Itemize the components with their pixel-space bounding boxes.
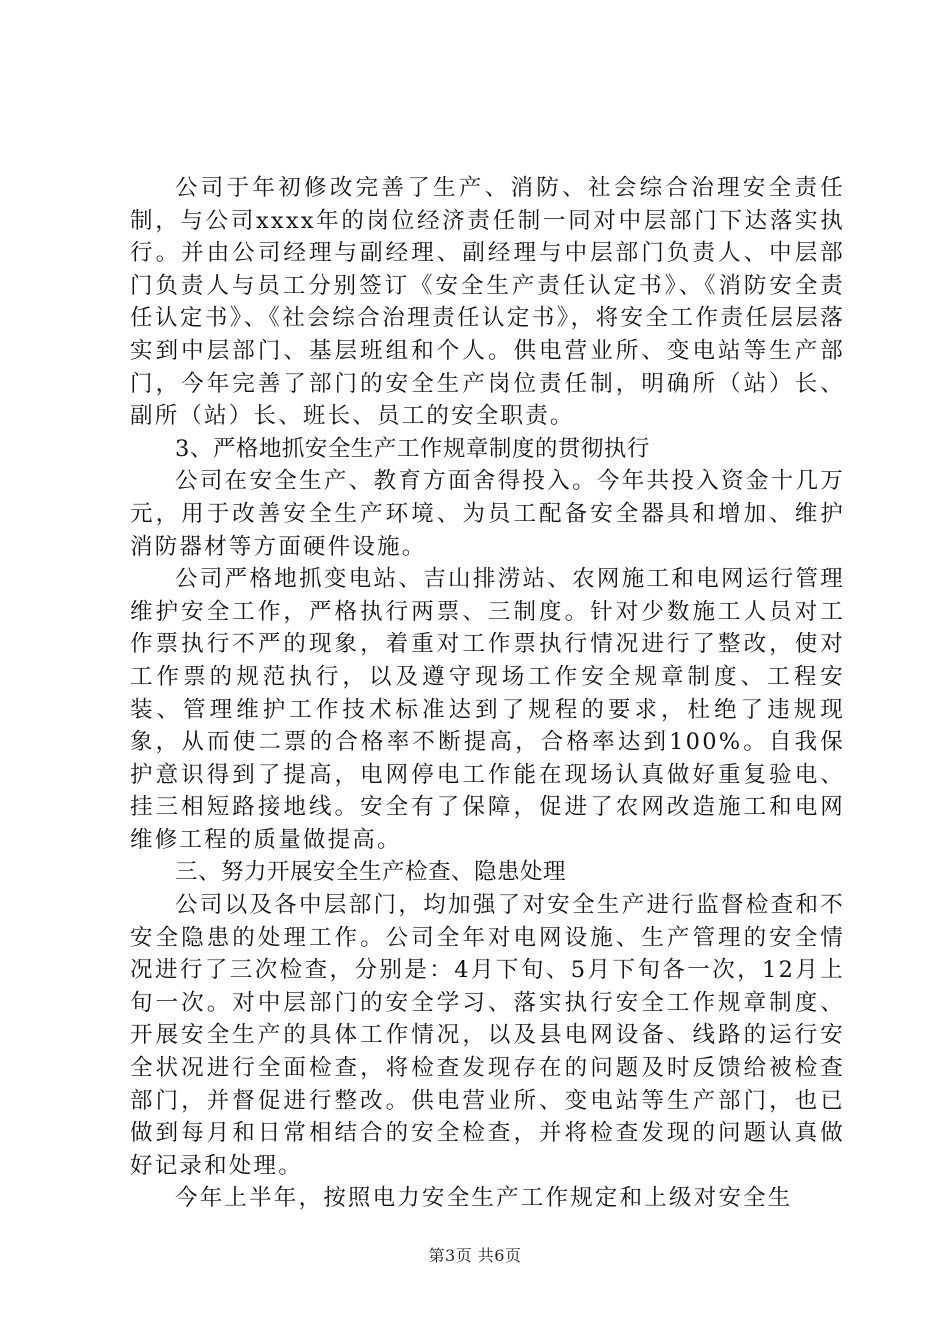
paragraph-work-tickets: 公司严格地抓变电站、吉山排涝站、农网施工和电网运行管理维护安全工作，严格执行两票、三制度。针对少数施工人员对工作票执行不严的现象，着重对工作票执行情况进行了整改，使对工作票的规范执行，以及遵守现场工作安全规章制度、工程安装、管理维护工作技术标准达到了规程的要求，杜绝了违规现象，从而使二票的合格率不断提高，合格率达到100%。自我保护意识得到了提高，电网停电工作能在现场认真做好重复验电、挂三相短路接地线。安全有了保障，促进了农网改造施工和电网维修工程的质量做提高。 bbox=[130, 566, 845, 853]
paragraph-inspections: 公司以及各中层部门，均加强了对安全生产进行监督检查和不安全隐患的处理工作。公司全年对电网设施、生产管理的安全情况进行了三次检查，分别是：4月下旬、5月下旬各一次，12月上旬一次。对中层部门的安全学习、落实执行安全工作规章制度、开展安全生产的具体工作情况，以及县电网设备、线路的运行安全状况进行全面检查，将检查发现存在的问题及时反馈给被检查部门，并督促进行整改。供电营业所、变电站等生产部门，也已做到每月和日常相结合的安全检查，并将检查发现的问题认真做好记录和处理。 bbox=[130, 892, 845, 1179]
document-body bbox=[130, 172, 845, 1215]
paragraph-responsibility-system: 公司于年初修改完善了生产、消防、社会综合治理安全责任制，与公司xxxx年的岗位经济责任制一同对中层部门下达落实执行。并由公司经理与副经理、副经理与中层部门负责人、中层部门负责人与员工分别签订《安全生产责任认定书》、《消防安全责任认定书》、《社会综合治理责任认定书》，将安全工作责任层层落实到中层部门、基层班组和个人。供电营业所、变电站等生产部门，今年完善了部门的安全生产岗位责任制，明确所（站）长、副所（站）长、班长、员工的安全职责。 bbox=[130, 175, 845, 430]
paragraph-first-half-year: 今年上半年，按照电力安全生产工作规定和上级对安全生 bbox=[175, 1185, 793, 1212]
page-number-footer: 第3页 共6页 bbox=[428, 1246, 522, 1265]
section-heading-regulations: 3、严格地抓安全生产工作规章制度的贯彻执行 bbox=[175, 435, 650, 462]
paragraph-investment: 公司在安全生产、教育方面舍得投入。今年共投入资金十几万元，用于改善安全生产环境、为员工配备安全器具和增加、维护消防器材等方面硬件设施。 bbox=[130, 468, 845, 560]
section-heading-inspection: 三、努力开展安全生产检查、隐患处理 bbox=[175, 859, 567, 886]
